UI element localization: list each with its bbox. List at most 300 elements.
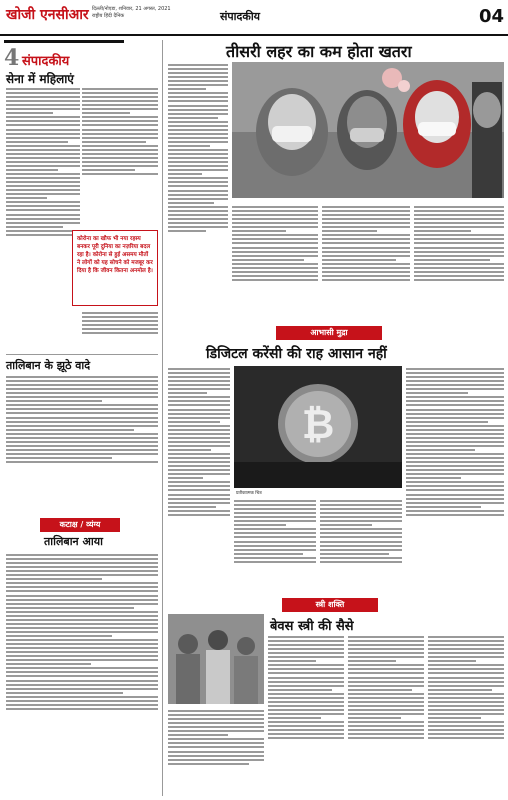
text-line	[168, 76, 228, 78]
text-line	[168, 473, 230, 475]
text-line	[82, 145, 158, 147]
text-line	[414, 263, 504, 265]
text-line	[320, 549, 402, 551]
text-line	[428, 717, 481, 719]
text-line	[6, 437, 158, 439]
crowd-photo-graphic	[168, 614, 264, 704]
text-line	[406, 441, 504, 443]
text-line	[268, 729, 344, 731]
currency-article-col-1	[168, 366, 230, 596]
text-line	[406, 437, 504, 439]
text-line	[82, 332, 158, 334]
text-line	[348, 701, 424, 703]
text-line	[348, 672, 424, 674]
text-line	[268, 713, 344, 715]
text-line	[428, 697, 504, 699]
text-line	[82, 124, 158, 126]
text-line	[6, 392, 158, 394]
text-line	[6, 647, 158, 649]
text-line	[348, 717, 401, 719]
text-line	[406, 368, 504, 370]
text-line	[348, 640, 424, 642]
text-line	[168, 730, 264, 732]
text-line	[348, 689, 412, 691]
text-line	[414, 210, 504, 212]
text-line	[6, 181, 80, 183]
text-line	[414, 279, 504, 281]
text-line	[234, 524, 286, 526]
text-line	[168, 400, 230, 402]
text-line	[428, 689, 492, 691]
text-line	[320, 508, 402, 510]
text-line	[82, 320, 158, 322]
text-line	[322, 267, 410, 269]
text-line	[168, 388, 230, 390]
text-line	[406, 425, 504, 427]
text-line	[428, 713, 504, 715]
text-line	[348, 681, 424, 683]
text-line	[234, 549, 316, 551]
text-line	[6, 684, 158, 686]
text-line	[6, 157, 80, 159]
text-line	[348, 644, 424, 646]
text-line	[268, 689, 332, 691]
text-line	[268, 677, 344, 679]
main-article-col-4	[414, 204, 504, 324]
text-line	[168, 477, 203, 479]
text-line	[6, 116, 80, 118]
text-line	[320, 500, 402, 502]
text-line	[6, 599, 158, 601]
text-line	[6, 457, 112, 459]
text-line	[268, 640, 344, 642]
text-line	[428, 644, 504, 646]
text-line	[6, 663, 91, 665]
text-line	[322, 218, 410, 220]
text-line	[168, 425, 230, 427]
text-line	[6, 108, 80, 110]
section-band-virtual-currency: आभासी मुद्रा	[276, 326, 382, 340]
text-line	[348, 660, 396, 662]
text-line	[82, 133, 158, 135]
text-line	[168, 84, 228, 86]
text-line	[168, 506, 216, 508]
text-line	[234, 528, 316, 530]
text-line	[414, 251, 504, 253]
text-line	[6, 667, 158, 669]
text-line	[6, 226, 63, 228]
text-line	[428, 656, 504, 658]
text-line	[6, 659, 158, 661]
text-line	[406, 417, 504, 419]
text-line	[348, 668, 424, 670]
text-line	[234, 508, 316, 510]
text-line	[168, 453, 230, 455]
text-line	[6, 96, 80, 98]
text-line	[414, 247, 504, 249]
editorial-body-2	[6, 374, 158, 514]
text-line	[168, 396, 230, 398]
text-line	[168, 80, 228, 82]
text-line	[414, 226, 504, 228]
text-line	[6, 104, 80, 106]
text-line	[168, 510, 230, 512]
text-line	[406, 433, 504, 435]
text-line	[82, 112, 130, 114]
text-line	[168, 181, 228, 183]
text-line	[168, 210, 228, 212]
masthead-meta	[92, 6, 171, 20]
text-line	[6, 92, 80, 94]
text-line	[82, 88, 158, 90]
text-line	[6, 611, 158, 613]
editorial-tag	[4, 40, 124, 71]
text-line	[168, 409, 230, 411]
currency-headline: डिजिटल करेंसी की राह आसान नहीं	[206, 346, 387, 362]
text-line	[232, 251, 318, 253]
text-line	[406, 494, 504, 496]
text-line	[268, 644, 344, 646]
text-line	[6, 149, 80, 151]
text-line	[168, 214, 228, 216]
section-title: संपादकीय	[220, 10, 261, 23]
text-line	[428, 672, 504, 674]
editorial-headline-2: तालिबान के झूठे वादे	[6, 359, 91, 372]
text-line	[232, 259, 304, 261]
text-line	[232, 271, 318, 273]
text-line	[168, 485, 230, 487]
text-line	[6, 570, 158, 572]
women-article-col-3	[348, 634, 424, 796]
text-line	[406, 457, 504, 459]
text-line	[406, 445, 504, 447]
text-line	[6, 433, 158, 435]
text-line	[168, 96, 228, 98]
text-line	[268, 717, 321, 719]
text-line	[6, 205, 80, 207]
text-line	[428, 725, 504, 727]
text-line	[6, 696, 158, 698]
text-line	[168, 372, 230, 374]
text-line	[348, 737, 424, 739]
text-line	[168, 755, 264, 757]
text-line	[82, 324, 158, 326]
text-line	[6, 412, 158, 414]
text-line	[6, 100, 80, 102]
text-line	[168, 461, 230, 463]
text-line	[6, 222, 80, 224]
text-line	[168, 141, 228, 143]
text-line	[6, 197, 47, 199]
text-line	[406, 465, 504, 467]
text-line	[268, 693, 344, 695]
text-line	[168, 742, 264, 744]
text-line	[168, 105, 228, 107]
text-line	[168, 92, 228, 94]
text-line	[234, 512, 316, 514]
text-line	[322, 247, 410, 249]
text-line	[82, 169, 135, 171]
main-article-col-1	[168, 62, 228, 324]
text-line	[168, 437, 230, 439]
text-line	[168, 413, 230, 415]
text-line	[428, 640, 504, 642]
text-line	[6, 177, 80, 179]
text-line	[168, 206, 228, 208]
text-line	[168, 198, 228, 200]
main-article-col-3	[322, 204, 410, 324]
text-line	[6, 635, 112, 637]
text-line	[414, 238, 504, 240]
text-line	[6, 417, 158, 419]
text-line	[232, 242, 318, 244]
text-line	[6, 449, 158, 451]
text-line	[82, 161, 158, 163]
masthead	[0, 0, 508, 36]
text-line	[168, 376, 230, 378]
text-line	[268, 709, 344, 711]
text-line	[414, 218, 504, 220]
text-line	[268, 701, 344, 703]
text-line	[428, 660, 476, 662]
text-line	[6, 214, 80, 216]
text-line	[320, 504, 402, 506]
text-line	[6, 558, 158, 560]
text-line	[168, 133, 228, 135]
text-line	[232, 218, 318, 220]
text-line	[406, 376, 504, 378]
text-line	[414, 275, 504, 277]
text-line	[428, 636, 504, 638]
text-line	[322, 222, 410, 224]
text-line	[428, 664, 504, 666]
editorial-tag-label: संपादकीय	[22, 54, 70, 69]
text-line	[168, 763, 249, 765]
text-line	[428, 668, 504, 670]
text-line	[168, 502, 230, 504]
text-line	[406, 380, 504, 382]
text-line	[268, 685, 344, 687]
text-line	[6, 566, 158, 568]
text-line	[6, 586, 158, 588]
text-line	[406, 409, 504, 411]
text-line	[6, 590, 158, 592]
text-line	[414, 271, 504, 273]
text-line	[82, 165, 158, 167]
text-line	[6, 145, 80, 147]
text-line	[348, 693, 424, 695]
text-line	[6, 651, 158, 653]
text-line	[232, 263, 318, 265]
text-line	[82, 316, 158, 318]
text-line	[414, 214, 504, 216]
text-line	[406, 477, 461, 479]
text-line	[6, 700, 158, 702]
text-line	[6, 445, 158, 447]
text-line	[6, 124, 80, 126]
text-line	[6, 129, 80, 131]
text-line	[6, 655, 158, 657]
text-line	[168, 137, 228, 139]
text-line	[348, 733, 424, 735]
text-line	[428, 709, 504, 711]
text-line	[6, 189, 80, 191]
text-line	[234, 520, 316, 522]
text-line	[234, 557, 316, 559]
text-line	[168, 157, 228, 159]
text-line	[406, 384, 504, 386]
text-line	[320, 536, 402, 538]
text-line	[168, 161, 228, 163]
text-line	[6, 161, 80, 163]
text-line	[168, 190, 228, 192]
editorial-body-1a	[6, 86, 80, 316]
text-line	[428, 721, 504, 723]
text-line	[6, 595, 158, 597]
text-line	[320, 532, 402, 534]
text-line	[268, 636, 344, 638]
text-line	[168, 759, 264, 761]
text-line	[348, 709, 424, 711]
text-line	[82, 120, 158, 122]
text-line	[82, 116, 158, 118]
masked-faces-graphic	[232, 62, 504, 198]
text-line	[232, 247, 318, 249]
text-line	[234, 553, 303, 555]
page-number: 04	[476, 2, 504, 30]
text-line	[6, 185, 80, 187]
text-line	[168, 64, 228, 66]
text-line	[6, 574, 158, 576]
text-line	[234, 536, 316, 538]
text-line	[82, 137, 158, 139]
text-line	[6, 165, 80, 167]
text-line	[320, 516, 402, 518]
text-line	[428, 652, 504, 654]
text-line	[406, 498, 504, 500]
newspaper-name: खोजी एनसीआर	[6, 7, 89, 23]
text-line	[82, 149, 158, 151]
text-line	[6, 708, 158, 710]
text-line	[414, 234, 504, 236]
text-line	[348, 636, 424, 638]
text-line	[6, 631, 158, 633]
text-line	[6, 120, 80, 122]
text-line	[322, 259, 396, 261]
text-line	[168, 494, 230, 496]
main-headline: तीसरी लहर का कम होता खतरा	[226, 42, 412, 61]
text-line	[322, 238, 410, 240]
text-line	[348, 652, 424, 654]
text-line	[428, 733, 504, 735]
text-line	[82, 104, 158, 106]
text-line	[414, 206, 504, 208]
text-line	[6, 400, 102, 402]
text-line	[168, 392, 207, 394]
text-line	[168, 218, 228, 220]
text-line	[320, 541, 402, 543]
text-line	[168, 113, 228, 115]
text-line	[234, 541, 316, 543]
text-line	[168, 421, 220, 423]
text-line	[6, 380, 158, 382]
text-line	[414, 230, 471, 232]
editorial-body-1b	[82, 86, 158, 226]
text-line	[322, 230, 377, 232]
text-line	[168, 177, 228, 179]
text-line	[6, 680, 158, 682]
text-line	[406, 510, 504, 512]
text-line	[232, 206, 318, 208]
text-line	[168, 449, 211, 451]
text-line	[428, 737, 504, 739]
text-line	[268, 672, 344, 674]
text-line	[320, 561, 402, 563]
text-line	[6, 376, 158, 378]
text-line	[268, 721, 344, 723]
text-line	[320, 553, 389, 555]
text-line	[168, 173, 202, 175]
text-line	[6, 453, 158, 455]
text-line	[168, 121, 228, 123]
text-line	[168, 718, 264, 720]
text-line	[268, 664, 344, 666]
text-line	[82, 96, 158, 98]
text-line	[6, 627, 158, 629]
text-line	[232, 238, 318, 240]
text-line	[6, 554, 158, 556]
text-line	[234, 500, 316, 502]
text-line	[168, 746, 264, 748]
text-line	[168, 125, 228, 127]
text-line	[322, 275, 410, 277]
text-line	[6, 137, 80, 139]
text-line	[6, 421, 158, 423]
text-line	[168, 230, 206, 232]
text-line	[320, 524, 372, 526]
text-line	[232, 255, 318, 257]
text-line	[168, 72, 228, 74]
text-line	[168, 145, 210, 147]
text-line	[168, 417, 230, 419]
currency-article-col-3	[320, 498, 402, 596]
text-line	[322, 251, 410, 253]
text-line	[414, 259, 490, 261]
text-line	[6, 704, 158, 706]
text-line	[406, 388, 504, 390]
text-line	[168, 194, 228, 196]
text-line	[168, 481, 230, 483]
text-line	[414, 255, 504, 257]
text-line	[168, 68, 228, 70]
text-line	[168, 441, 230, 443]
divider	[6, 354, 158, 355]
text-line	[6, 441, 158, 443]
text-line	[6, 408, 158, 410]
text-line	[168, 109, 228, 111]
text-line	[82, 328, 158, 330]
section-band-women: स्त्री शक्ति	[282, 598, 378, 612]
text-line	[322, 255, 410, 257]
text-line	[168, 202, 214, 204]
women-headline: बेवस स्त्री की सैसे	[270, 619, 354, 634]
text-line	[322, 210, 410, 212]
text-line	[6, 218, 80, 220]
text-line	[6, 384, 158, 386]
text-line	[6, 234, 80, 236]
text-line	[406, 506, 481, 508]
text-line	[268, 668, 344, 670]
